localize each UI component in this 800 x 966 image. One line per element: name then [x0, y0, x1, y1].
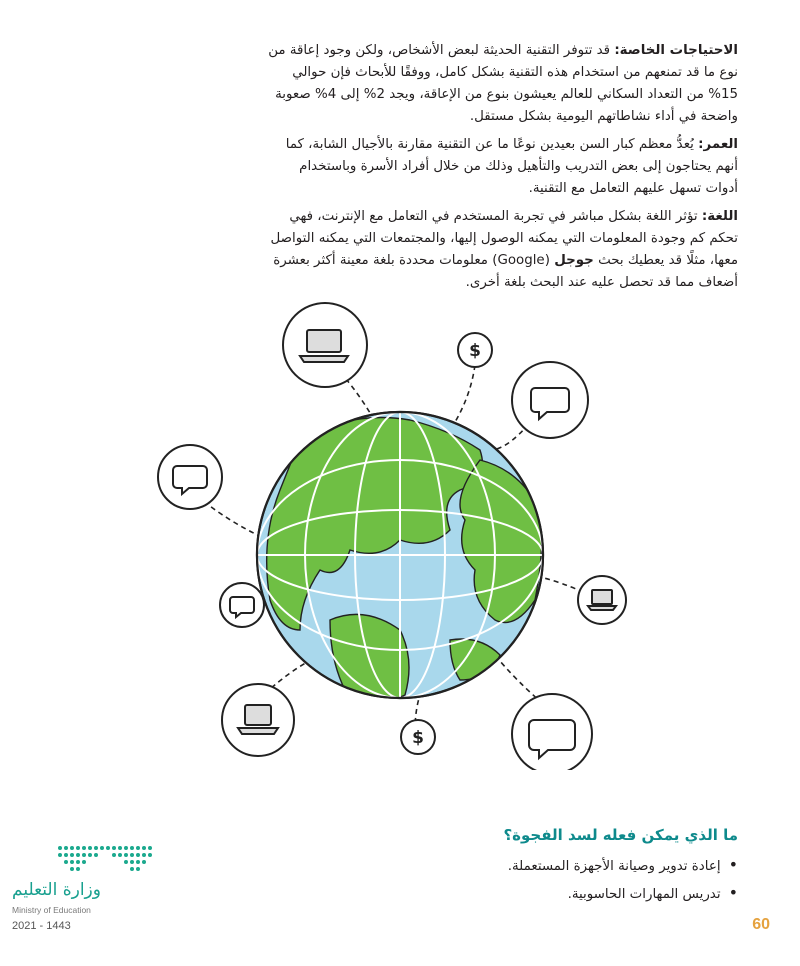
- dollar-icon: [458, 333, 492, 367]
- svg-text:$: $: [412, 728, 424, 748]
- globe-network-illustration: [150, 300, 640, 770]
- body-special-needs: قد تتوفر التقنية الحديثة لبعض الأشخاص، ولكن وجود إعاقة من نوع ما قد تمنعهم من استخدام هذه التقنية بشكل كامل، ووفقًا للأبحاث فإن حوالي 15% من التعداد السكاني للعالم يعيشون بنوع من الإعاقة، ويجد 2% إلى 4% صعوبة واضحة في أداء نشاطاتهم اليومية بشكل مستقل.: [268, 43, 738, 124]
- list-item: • تدريس المهارات الحاسوبية.: [338, 880, 738, 908]
- ministry-name-english: Ministry of Education: [12, 905, 91, 915]
- chat-bubble-icon: [158, 445, 222, 509]
- paragraph-special-needs: [268, 40, 738, 128]
- text-block: [268, 40, 738, 300]
- page-number: 60: [752, 916, 770, 933]
- list-item: • إعادة تدوير وصيانة الأجهزة المستعملة.: [338, 852, 738, 880]
- google-word: جوجل: [554, 253, 594, 268]
- chat-bubble-icon: [512, 694, 592, 770]
- term-language: اللغة:: [701, 209, 738, 224]
- dollar-icon: [401, 720, 435, 754]
- paragraph-age: [268, 134, 738, 200]
- body-language-after: (Google) معلومات محددة بلغة معينة أكثر بعشرة أضعاف مما قد تحصل عليه عند البحث بلغة أخرى.: [273, 253, 738, 290]
- body-language-before: تؤثر اللغة بشكل مباشر في تجربة المستخدم في التعامل مع الإنترنت، فهي تحكم كم وجودة المعلومات التي يمكنه الوصول إليها، والمجتمعات التي يمكنه التواصل معها، مثلًا قد يعطيك بحث: [270, 209, 738, 268]
- chat-bubble-icon: [220, 583, 264, 627]
- gap-solutions-list: [338, 852, 738, 908]
- term-special-needs: الاحتياجات الخاصة:: [614, 43, 738, 58]
- gap-question-title: ما الذي يمكن فعله لسد الفجوة؟: [503, 826, 738, 844]
- laptop-icon: [578, 576, 626, 624]
- term-age: العمر:: [698, 137, 738, 152]
- paragraph-language: [268, 206, 738, 294]
- globe: [257, 412, 543, 701]
- laptop-icon: [222, 684, 294, 756]
- ministry-logo-mark: [10, 840, 160, 880]
- chat-bubble-icon: [512, 362, 588, 438]
- svg-text:$: $: [469, 341, 481, 361]
- edition-year: 2021 - 1443: [12, 920, 71, 932]
- ministry-name-arabic: وزارة التعليم: [12, 880, 101, 900]
- body-age: يُعدُّ معظم كبار السن بعيدين نوعًا ما عن التقنية مقارنة بالأجيال الشابة، كما أنهم يحتاجون إلى بعض التدريب والتأهيل وذلك من خلال أفراد الأسرة وباستخدام أدوات تسهل عليهم التعامل مع التقنية.: [285, 137, 738, 196]
- laptop-icon: [283, 303, 367, 387]
